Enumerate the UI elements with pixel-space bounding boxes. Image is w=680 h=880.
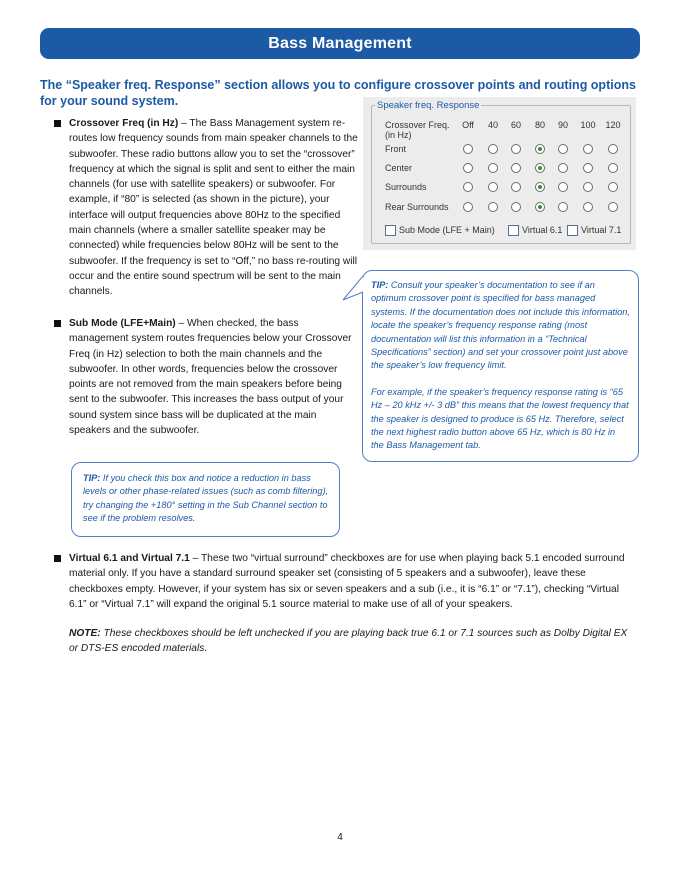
- crossover-radio-surrounds-100[interactable]: [583, 182, 593, 192]
- crossover-radio-surrounds-120[interactable]: [608, 182, 618, 192]
- tip-box-sub-mode: [71, 462, 340, 537]
- tip-text: If you check this box and notice a reduction in bass levels or other phase-related issues (such as comb filtering), try changing the +180° setting in the Sub Channel section to see if the problem resolves.: [83, 473, 329, 524]
- tip-paragraph: [371, 279, 630, 373]
- crossover-radio-rear-surrounds-100[interactable]: [583, 202, 593, 212]
- tip-box-crossover: [362, 270, 639, 462]
- crossover-radio-surrounds-40[interactable]: [488, 182, 498, 192]
- page-number: 4: [337, 832, 343, 843]
- crossover-radio-rear-surrounds-off[interactable]: [463, 202, 473, 212]
- crossover-radio-center-60[interactable]: [511, 163, 521, 173]
- crossover-radio-front-100[interactable]: [583, 144, 593, 154]
- speaker-row-label: Front: [385, 144, 407, 154]
- crossover-radio-front-90[interactable]: [558, 144, 568, 154]
- crossover-radio-rear-surrounds-60[interactable]: [511, 202, 521, 212]
- crossover-radio-center-100[interactable]: [583, 163, 593, 173]
- speaker-freq-response-panel: [363, 97, 636, 250]
- tip-label: TIP:: [371, 280, 389, 290]
- freq-column-header: 80: [534, 120, 545, 130]
- note-label: NOTE:: [69, 628, 101, 639]
- crossover-freq-label: Crossover Freq. (in Hz): [385, 120, 450, 140]
- bullet-square-icon: [54, 555, 61, 562]
- speaker-row-label: Rear Surrounds: [385, 202, 449, 212]
- crossover-radio-center-40[interactable]: [488, 163, 498, 173]
- tip-callout-tail: [340, 268, 370, 320]
- virtual-6-1-checkbox[interactable]: [508, 225, 519, 236]
- freq-column-header: 90: [557, 120, 568, 130]
- bullet-term: Sub Mode (LFE+Main): [69, 318, 176, 329]
- tip-paragraph-example: For example, if the speaker’s frequency response rating is “65 Hz – 20 kHz +/- 3 dB” this means that the lowest frequency that the speaker is designed to produce is 65 Hz. Therefore, select the next highest radio button above 65 Hz, which is 80 Hz in the Bass Management tab.: [371, 386, 629, 451]
- crossover-radio-rear-surrounds-80[interactable]: [535, 202, 545, 212]
- crossover-radio-rear-surrounds-90[interactable]: [558, 202, 568, 212]
- note-paragraph: [69, 626, 634, 657]
- crossover-radio-surrounds-60[interactable]: [511, 182, 521, 192]
- bullet-square-icon: [54, 120, 61, 127]
- bullet-virtual-surround: [69, 551, 634, 612]
- crossover-radio-rear-surrounds-40[interactable]: [488, 202, 498, 212]
- freq-column-header: 60: [510, 120, 521, 130]
- tip-text: Consult your speaker’s documentation to see if an optimum crossover point is specified for bass managed systems. If the documentation does not include this information, locate the speaker’s frequency response rating (most documentation will list this information in a “Technical Specifications” section) and set your crossover point just above the speaker’s low frequency limit.: [371, 280, 630, 371]
- bullet-sub-mode: [69, 316, 354, 438]
- group-title: Speaker freq. Response: [377, 100, 480, 111]
- tip-paragraph: [83, 472, 331, 526]
- crossover-radio-front-120[interactable]: [608, 144, 618, 154]
- crossover-radio-center-off[interactable]: [463, 163, 473, 173]
- tip-label: TIP:: [83, 473, 101, 483]
- speaker-row-label: Surrounds: [385, 182, 427, 192]
- crossover-radio-center-80[interactable]: [535, 163, 545, 173]
- crossover-radio-surrounds-90[interactable]: [558, 182, 568, 192]
- section-title-banner: Bass Management: [40, 28, 640, 59]
- bullet-text: – The Bass Management system re-routes low frequency sounds from main speaker channels to the subwoofer. These radio buttons allow you to set the “crossover” frequency at which the signal is split and sent to either the main channels (for use with satellite speakers) or subwoofer. For example, if “80” is selected (as shown in the picture), your interface will output frequencies above 80Hz to the specified main channels (where a smaller satellite speaker may be connected) while frequencies below 80Hz will be sent to the subwoofer. If the frequency is set to “Off,” no bass re-routing will occur and the entire sound spectrum will be sent to the main channels.: [69, 118, 358, 298]
- bullet-term: Virtual 6.1 and Virtual 7.1: [69, 553, 190, 564]
- crossover-radio-front-60[interactable]: [511, 144, 521, 154]
- note-text: These checkboxes should be left unchecked if you are playing back true 6.1 or 7.1 sources such as Dolby Digital EX or DTS-ES encoded materials.: [69, 628, 628, 655]
- crossover-radio-front-off[interactable]: [463, 144, 473, 154]
- crossover-radio-center-120[interactable]: [608, 163, 618, 173]
- freq-column-header: 100: [580, 120, 596, 130]
- freq-column-header: Off: [462, 120, 474, 130]
- freq-column-header: 40: [487, 120, 498, 130]
- bullet-crossover-freq: [69, 116, 359, 300]
- intro-heading: The “Speaker freq. Response” section allows you to configure crossover points and routing options for your sound system.: [40, 78, 636, 108]
- crossover-radio-front-40[interactable]: [488, 144, 498, 154]
- bullet-text: – These two “virtual surround” checkboxes are for use when playing back 5.1 encoded surround material only. If you have a standard surround speaker set (consisting of 5 speakers and a subwoofer), leave these checkboxes empty. However, if your system has six or seven speakers and a sub (i.e., it is “6.1” or “7.1”), checking “Virtual 6.1” or “Virtual 7.1” will expand the original 5.1 source material to make use of all of your speakers.: [69, 553, 625, 610]
- speaker-row-label: Center: [385, 163, 413, 173]
- checkbox-label: Sub Mode (LFE + Main): [399, 225, 495, 235]
- freq-column-header: 120: [605, 120, 621, 130]
- checkbox-label: Virtual 6.1: [522, 225, 563, 235]
- crossover-radio-surrounds-80[interactable]: [535, 182, 545, 192]
- crossover-radio-rear-surrounds-120[interactable]: [608, 202, 618, 212]
- crossover-radio-surrounds-off[interactable]: [463, 182, 473, 192]
- crossover-radio-front-80[interactable]: [535, 144, 545, 154]
- sub-mode-lfe-main-checkbox[interactable]: [385, 225, 396, 236]
- bullet-square-icon: [54, 320, 61, 327]
- bullet-term: Crossover Freq (in Hz): [69, 118, 179, 129]
- virtual-7-1-checkbox[interactable]: [567, 225, 578, 236]
- crossover-radio-center-90[interactable]: [558, 163, 568, 173]
- checkbox-label: Virtual 7.1: [581, 225, 622, 235]
- bullet-text: – When checked, the bass management system routes frequencies below your Crossover Freq (in Hz) selection to both the main channels and the subwoofer. In other words, frequencies below the crossover points are not removed from the main speakers before being sent to the subwoofer. This increases the bass output of your sound system since bass will be duplicated at the main speakers and the subwoofer.: [69, 318, 352, 437]
